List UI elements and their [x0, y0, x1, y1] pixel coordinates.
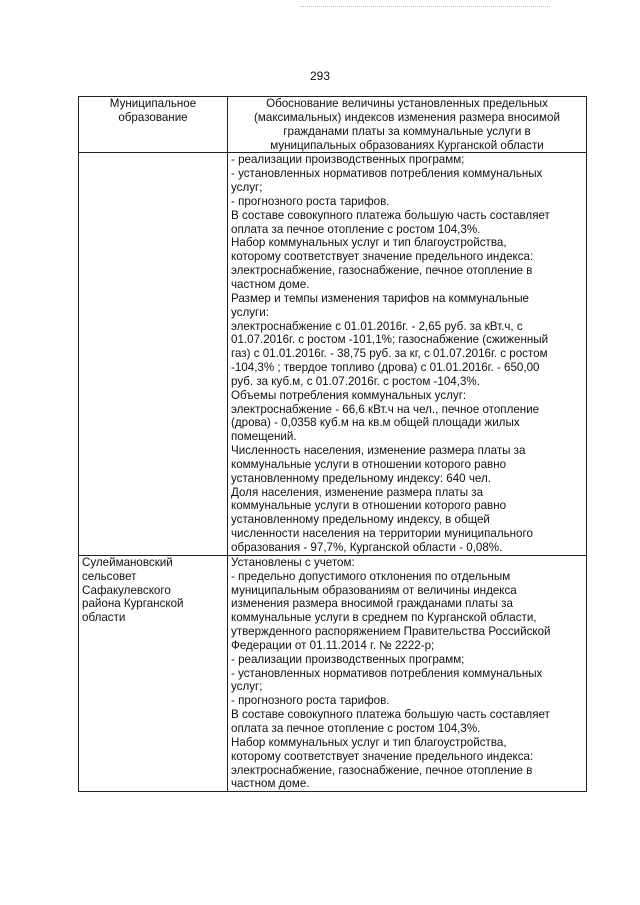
text-line: Набор коммунальных услуг и тип благоустройства, — [231, 236, 507, 250]
text-line: - реализации производственных программ; — [231, 153, 465, 167]
text-line: 01.07.2016г. с ростом -101,1%; газоснабжение (сжиженный — [231, 333, 549, 347]
municipality-cell — [79, 555, 228, 791]
text-line: - установленных нормативов потребления коммунальных — [231, 666, 543, 680]
text-line: Объемы потребления коммунальных услуг: — [231, 388, 467, 402]
text-line: помещений. — [231, 430, 297, 444]
text-line: установленному предельному индексу, в общей — [231, 513, 490, 527]
text-line: -104,3% ; твердое топливо (дрова) с 01.01.2016г. - 650,00 — [231, 361, 540, 375]
text-line: - установленных нормативов потребления коммунальных — [231, 167, 543, 181]
text-line: которому соответствует значение предельного индекса: — [231, 250, 534, 264]
text-line: коммунальные услуги в отношении которого равно — [231, 457, 507, 471]
text-line: района Курганской — [82, 597, 184, 611]
text-line: Сафакулевского — [82, 583, 171, 597]
text-line: численности населения на территории муниципального — [231, 527, 533, 541]
text-line: частном доме. — [231, 277, 310, 291]
text-line: образования - 97,7%, Курганской области - 0,08%. — [231, 541, 503, 554]
text-line: услуг; — [231, 680, 263, 694]
text-line: утвержденного распоряжением Правительства Российской — [231, 625, 551, 639]
page-number: 293 — [309, 69, 331, 83]
header-line: муниципальных образованиях Курганской области — [270, 138, 544, 152]
justification-cell — [228, 153, 587, 555]
text-line: - предельно допустимого отклонения по отдельным — [231, 569, 511, 583]
text-line: услуги: — [231, 305, 269, 319]
text-line: - реализации производственных программ; — [231, 652, 465, 666]
text-line: руб. за куб.м, с 01.07.2016г. с ростом -104,3%. — [231, 374, 480, 388]
text-line: частном доме. — [231, 777, 310, 791]
header-municipality — [79, 97, 228, 153]
text-line: установленному предельному индексу: 640 чел. — [231, 471, 491, 485]
text-line: В составе совокупного платежа большую часть составляет — [231, 208, 550, 222]
municipality-cell — [79, 153, 228, 555]
text-line: услуг; — [231, 181, 263, 195]
text-line: области — [82, 611, 126, 625]
scan-artifact — [300, 6, 550, 9]
text-line: сельсовет — [82, 569, 137, 583]
text-line: оплата за печное отопление с ростом 104,3%. — [231, 222, 481, 236]
text-line: Размер и темпы изменения тарифов на коммунальные — [231, 291, 529, 305]
header-line: (максимальных) индексов изменения размера вносимой — [254, 110, 560, 124]
header-line: гражданами платы за коммунальные услуги в — [283, 124, 531, 138]
text-line: Установлены с учетом: — [231, 555, 355, 569]
justification-cell — [228, 555, 587, 791]
text-line: В составе совокупного платежа большую часть составляет — [231, 708, 550, 722]
text-line: коммунальные услуги в среднем по Курганской области, — [231, 611, 537, 625]
table-row — [79, 153, 587, 555]
text-line: Численность населения, изменение размера платы за — [231, 444, 526, 458]
text-line: электроснабжение, газоснабжение, печное отопление в — [231, 264, 533, 278]
text-line: электроснабжение - 66,6 кВт.ч на чел., печное отопление — [231, 402, 540, 416]
header-line: Муниципальное — [109, 97, 197, 110]
text-line: которому соответствует значение предельного индекса: — [231, 749, 534, 763]
text-line: Набор коммунальных услуг и тип благоустройства, — [231, 735, 507, 749]
table-header-row — [79, 97, 587, 153]
text-line: муниципальным образованиям от величины индекса — [231, 583, 517, 597]
text-line: Сулеймановский — [82, 555, 173, 569]
header-line: Обоснование величины установленных предельных — [266, 97, 548, 110]
table-row — [79, 555, 587, 791]
text-line: электроснабжение с 01.01.2016г. - 2,65 руб. за кВт.ч, с — [231, 319, 523, 333]
text-line: оплата за печное отопление с ростом 104,3%. — [231, 721, 481, 735]
text-line: электроснабжение, газоснабжение, печное отопление в — [231, 763, 533, 777]
tariff-index-table — [78, 96, 587, 792]
text-line: коммунальные услуги в отношении которого равно — [231, 499, 507, 513]
text-line: (дрова) - 0,0358 куб.м на кв.м общей площади жилых — [231, 416, 520, 430]
text-line: Федерации от 01.11.2014 г. № 2222-р; — [231, 638, 435, 652]
text-line: - прогнозного роста тарифов. — [231, 194, 390, 208]
header-line: образование — [118, 110, 188, 124]
text-line: газ) с 01.01.2016г. - 38,75 руб. за кг, с 01.07.2016г. с ростом — [231, 347, 548, 361]
text-line: изменения размера вносимой гражданами платы за — [231, 597, 513, 611]
text-line: Доля населения, изменение размера платы за — [231, 485, 484, 499]
text-line: - прогнозного роста тарифов. — [231, 694, 390, 708]
header-justification — [228, 97, 587, 153]
